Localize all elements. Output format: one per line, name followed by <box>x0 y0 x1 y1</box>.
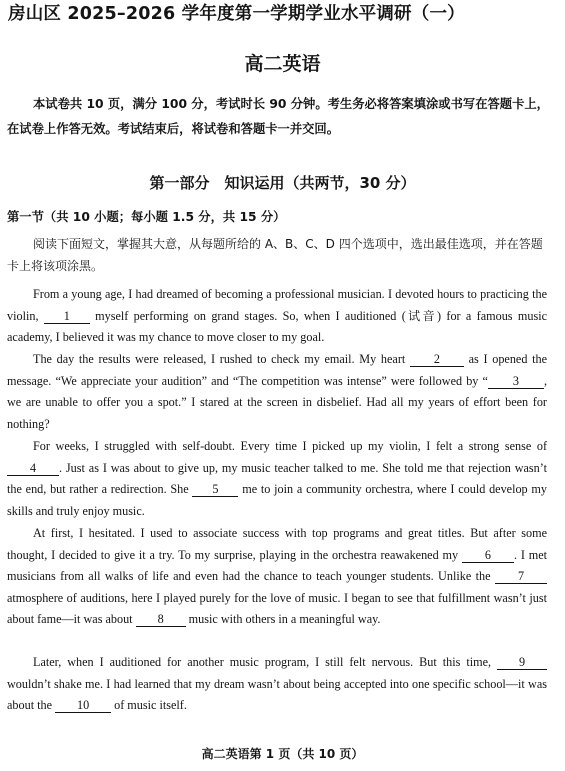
passage-paragraph-4: At first, I hesitated. I used to associate success with top programs and great titles. But after some thought, I decided to give it a try. To my surprise, playing in the orchestra reawakened my 6 . I met musicians from all walks of life and even had the chance to teach younger students. Unlike the 7 atmosphere of auditions, here I played purely for the love of music. I began to see that fulfillment wasn’t just about fame—it was about 8 music with others in a meaningful way. <box>7 526 547 627</box>
blank-3: 3 <box>488 374 544 389</box>
passage-paragraph-5: Later, when I auditioned for another music program, I still felt nervous. But this time, 9 wouldn’t shake me. I had learned that my dream wasn’t about being accepted into one specific school—it was about the 10 of music itself. <box>7 655 547 713</box>
blank-6: 6 <box>462 548 514 563</box>
blank-9: 9 <box>497 655 547 670</box>
passage-paragraph-1: From a young age, I had dreamed of becoming a professional musician. I devoted hours to practicing the violin, 1 myself performing on grand stages. So, when I auditioned (试音) for a famous music academy, I believed it was my chance to move closer to my goal. <box>7 287 547 345</box>
page-footer: 高二英语第 1 页（共 10 页） <box>201 747 364 761</box>
blank-1: 1 <box>44 309 90 324</box>
blank-8: 8 <box>136 612 186 627</box>
instruction-text: 阅读下面短文，掌握其大意，从每题所给的 A、B、C、D 四个选项中，选出最佳选项，并在答题卡上将该项涂黑。 <box>7 237 543 273</box>
section-title: 第一节（共 10 小题；每小题 1.5 分，共 15 分） <box>7 210 286 224</box>
exam-title: 房山区 2025–2026 学年度第一学期学业水平调研（一） <box>8 4 465 24</box>
blank-10: 10 <box>55 698 111 713</box>
blank-4: 4 <box>7 461 59 476</box>
part-title: 第一部分 知识运用（共两节，30 分） <box>149 174 416 192</box>
blank-2: 2 <box>410 352 464 367</box>
subject-title: 高二英语 <box>244 53 321 75</box>
passage-paragraph-3: For weeks, I struggled with self-doubt. Every time I picked up my violin, I felt a strong sense of 4 . Just as I was about to give up, my music teacher talked to me. She told me that rejection wasn’t the end, but rather a redirection. She 5 me to join a community orchestra, where I could develop my skills and truly enjoy music. <box>7 439 548 518</box>
exam-notice: 本试卷共 10 页，满分 100 分，考试时长 90 分钟。考生务必将答案填涂或书写在答题卡上，在试卷上作答无效。考试结束后，将试卷和答题卡一并交回。 <box>7 97 549 136</box>
blank-7: 7 <box>495 569 547 584</box>
blank-5: 5 <box>192 482 238 497</box>
passage-paragraph-2: The day the results were released, I rushed to check my email. My heart 2 as I opened the message. “We appreciate your audition” and “The competition was intense” were followed by “ 3 , we are unable to offer you a spot.” I stared at the screen in disbelief. Had all my years of effort been for nothing? <box>7 352 547 431</box>
